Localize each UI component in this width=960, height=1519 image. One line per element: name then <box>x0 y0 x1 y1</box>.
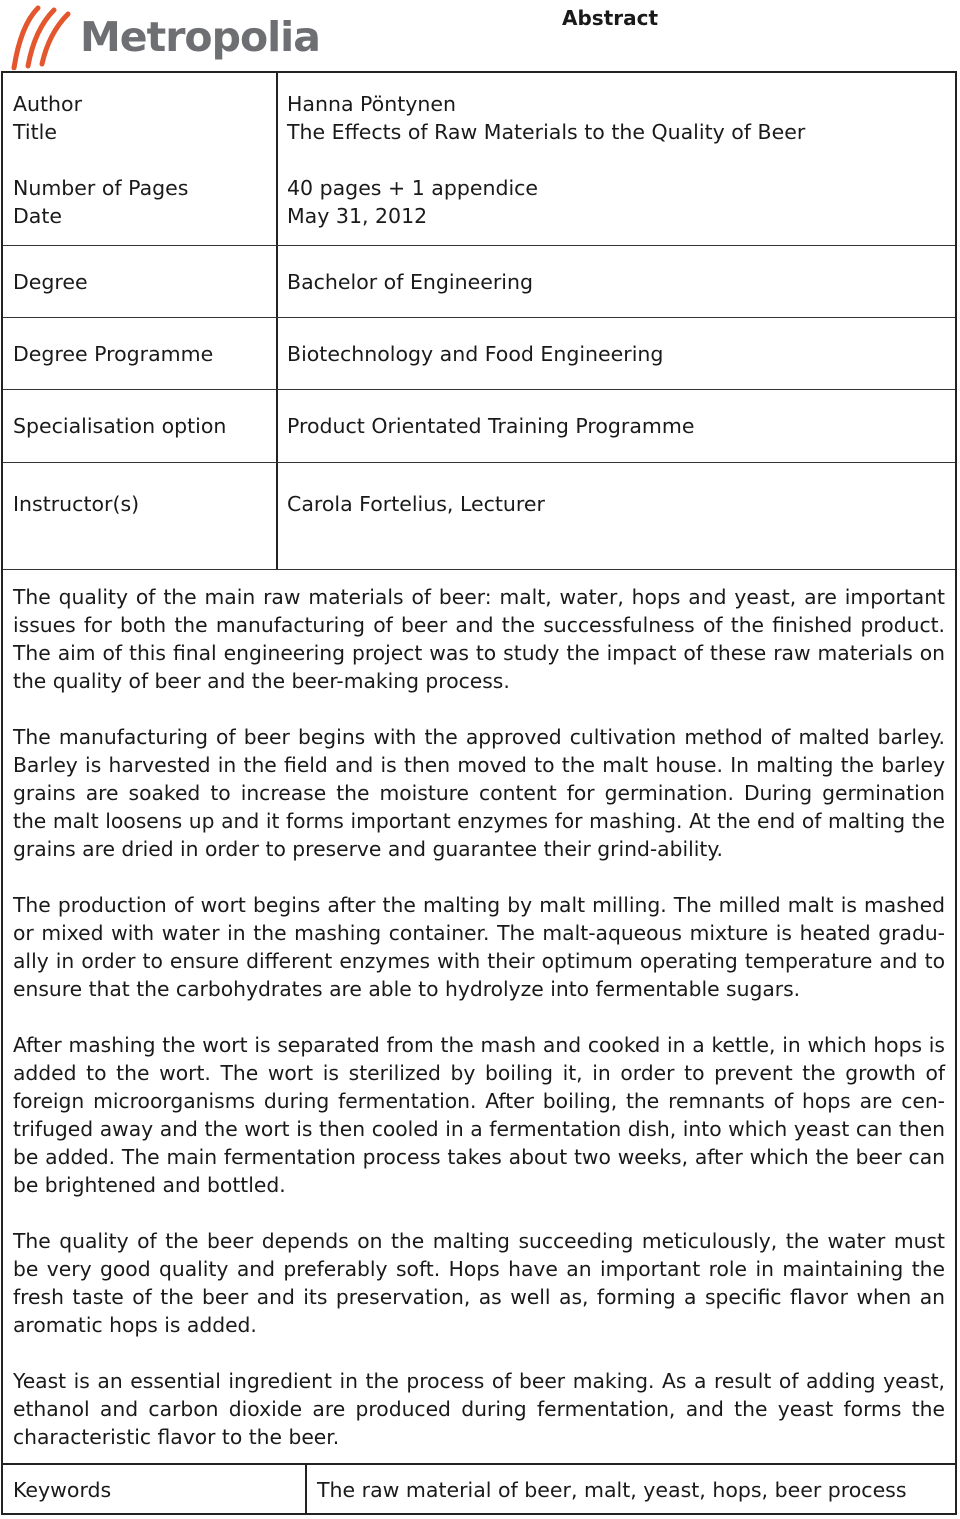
logo-text: Metropolia <box>80 13 320 61</box>
date-value: May 31, 2012 <box>287 204 428 228</box>
title-value: The Effects of Raw Materials to the Quality of Beer <box>287 120 806 144</box>
instructor-value: Carola Fortelius, Lecturer <box>287 492 545 516</box>
keywords-divider <box>305 1465 307 1513</box>
programme-label: Degree Programme <box>13 342 214 366</box>
keywords-label: Keywords <box>13 1478 112 1502</box>
page-header <box>0 0 960 72</box>
author-value: Hanna Pöntynen <box>287 92 456 116</box>
title-label: Title <box>13 120 57 144</box>
meta-row-programme <box>3 318 955 390</box>
programme-value: Biotechnology and Food Engineering <box>287 342 664 366</box>
pages-label: Number of Pages <box>13 176 189 200</box>
abstract-paragraph: After mashing the wort is separated from the mash and cooked in a kettle, in which hops is added to the wort. The wort is sterilized by boiling it, in order to prevent the growth of foreign microorganisms during fermentation. After boiling, the remnants of hops are cen-trifuged away and the wort is then cooled in a fermentation dish, into which yeast can then be added. The main fermentation process takes about two weeks, after which the beer can be brightened and bottled. <box>13 1033 945 1197</box>
abstract-paragraph: The quality of the main raw materials of beer: malt, water, hops and yeast, are important issues for both the manufacturing of beer and the successfulness of the finished product. The aim of this final engineering project was to study the impact of these raw materials on the quality of beer and the beer-making process. <box>13 585 945 693</box>
specialisation-value: Product Orientated Training Programme <box>287 414 695 438</box>
abstract-form <box>1 71 957 1515</box>
keywords-value: The raw material of beer, malt, yeast, hops, beer process <box>317 1478 907 1502</box>
meta-row-degree <box>3 246 955 318</box>
keywords-row <box>3 1463 955 1513</box>
abstract-paragraph: Yeast is an essential ingredient in the process of beer making. As a result of adding yeast, ethanol and carbon dioxide are produced during fermentation, and the yeast forms the characteristic flavor to the beer. <box>13 1369 945 1449</box>
metropolia-logo <box>8 2 318 70</box>
meta-row-instructor <box>3 463 955 570</box>
date-label: Date <box>13 204 62 228</box>
abstract-paragraph: The manufacturing of beer begins with the approved cultivation method of malted barley. Barley is harvested in the field and is then moved to the malt house. In malting the barley grains are soaked to increase the moisture content for germination. During germination the malt loosens up and it forms important enzymes for mashing. At the end of malting the grains are dried in order to preserve and guarantee their grind-ability. <box>13 725 945 861</box>
abstract-text <box>13 583 945 1451</box>
abstract-paragraph: The quality of the beer depends on the malting succeeding meticulously, the water must be very good quality and preferably soft. Hops have an important role in maintaining the fresh taste of the beer and its preservation, as well as, forming a specific flavor when an aromatic hops is added. <box>13 1229 945 1337</box>
degree-label: Degree <box>13 270 88 294</box>
meta-row-specialisation <box>3 390 955 463</box>
author-label: Author <box>13 92 83 116</box>
degree-value: Bachelor of Engineering <box>287 270 533 294</box>
instructor-label: Instructor(s) <box>13 492 140 516</box>
page-heading: Abstract <box>562 6 659 30</box>
specialisation-label: Specialisation option <box>13 414 227 438</box>
pages-value: 40 pages + 1 appendice <box>287 176 539 200</box>
meta-row-author <box>3 73 955 246</box>
logo-mark-icon <box>8 2 88 70</box>
abstract-paragraph: The production of wort begins after the malting by malt milling. The milled malt is mashed or mixed with water in the mashing container. The malt-aqueous mixture is heated gradu-ally in order to ensure different enzymes with their optimum operating temperature and to ensure that the carbohydrates are able to hydrolyze into fermentable sugars. <box>13 893 945 1001</box>
